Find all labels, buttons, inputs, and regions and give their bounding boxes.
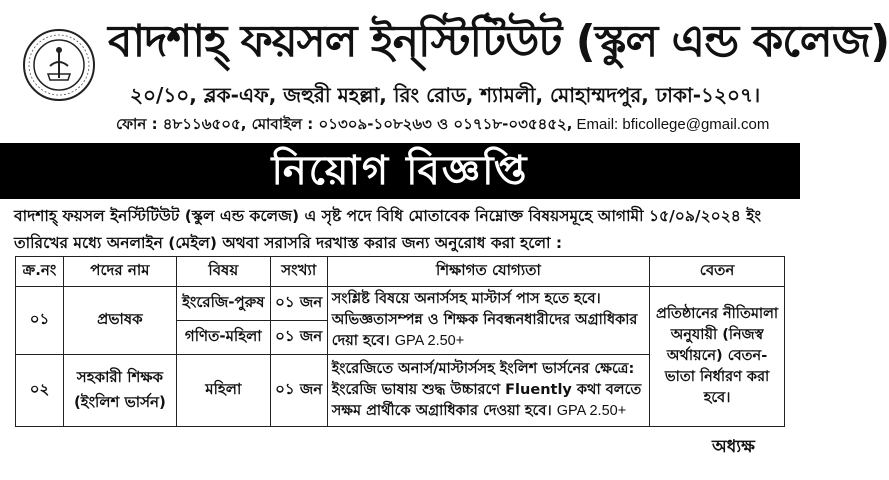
gpa-requirement: GPA 2.50+ [394,333,465,349]
table-row [16,287,785,321]
qualification-text: ইংরেজিতে অনার্স/মাস্টার্সসহ ইংলিশ ভার্সনের ক্ষেত্রে: ইংরেজি ভাষায় শুদ্ধ উচ্চারণে Fluently কথা বলতে সক্ষম প্রার্থীকে অগ্রাধিকার দেওয়া হবে। [331,361,642,419]
phone-numbers: ফোন : ৪৮১১৬৫০৫, মোবাইল : ০১৩০৯-১০৮২৬৩ ও ০১৭১৮-০৩৫৪৫২, [116,115,573,133]
header-salary: বেতন [650,257,785,287]
row-serial: ০১ [16,287,64,355]
gpa-requirement: GPA 2.50+ [556,403,627,419]
notice-title-banner [0,143,800,199]
institution-name: বাদশাহ্ ফয়সল ইন্‌স্টিটিউট (স্কুল এন্ড কলেজ) [108,16,889,67]
notice-header [0,0,889,142]
signatory-title: অধ্যক্ষ [712,437,755,457]
header-count: সংখ্যা [270,257,327,287]
row-qualification [327,355,649,427]
row-post: সহকারী শিক্ষক (ইংলিশ ভার্সন) [63,355,176,427]
row-subject: ইংরেজি-পুরুষ [176,287,270,321]
header-subject: বিষয় [176,257,270,287]
row-post: প্রভাষক [63,287,176,355]
email-address: Email: bficollege@gmail.com [576,116,770,133]
notice-title: নিয়োগ বিজ্ঞপ্তি [271,148,529,194]
row-count: ০১ জন [270,355,327,427]
vacancy-table [15,256,785,427]
row-qualification [327,287,649,355]
row-subject: গণিত-মহিলা [176,321,270,355]
row-count: ০১ জন [270,321,327,355]
contact-line [116,113,796,136]
header-serial: ক্র.নং [16,257,64,287]
header-qualification: শিক্ষাগত যোগ্যতা [327,257,649,287]
row-subject: মহিলা [176,355,270,427]
institution-seal-logo [22,28,96,102]
salary-cell: প্রতিষ্ঠানের নীতিমালা অনুযায়ী (নিজস্ব অর্থায়নে) বেতন-ভাতা নির্ধারণ করা হবে। [650,287,785,427]
header-post: পদের নাম [63,257,176,287]
row-serial: ০২ [16,355,64,427]
row-count: ০১ জন [270,287,327,321]
qualification-text: সংশ্লিষ্ট বিষয়ে অনার্সসহ মাস্টার্স পাস হতে হবে। অভিজ্ঞতাসম্পন্ন ও শিক্ষক নিবন্ধনধারীদের অগ্রাধিকার দেয়া হবে। [331,291,638,349]
notice-intro-text: বাদশাহ্ ফয়সল ইনস্টিটিউট (স্কুল এন্ড কলেজ) এ সৃষ্ট পদে বিধি মোতাবেক নিম্নোক্ত বিষয়সমূহে আগামী ১৫/০৯/২০২৪ ইং তারিখের মধ্যে অনলাইন (মেইল) অথবা সরাসরি দরখাস্ত করার জন্য অনুরোধ করা হলো : [14,207,761,252]
institution-address: ২০/১০, ব্লক-এফ, জহুরী মহল্লা, রিং রোড, শ্যামলী, মোহাম্মদপুর, ঢাকা-১২০৭। [130,83,761,107]
table-header-row [16,257,785,287]
